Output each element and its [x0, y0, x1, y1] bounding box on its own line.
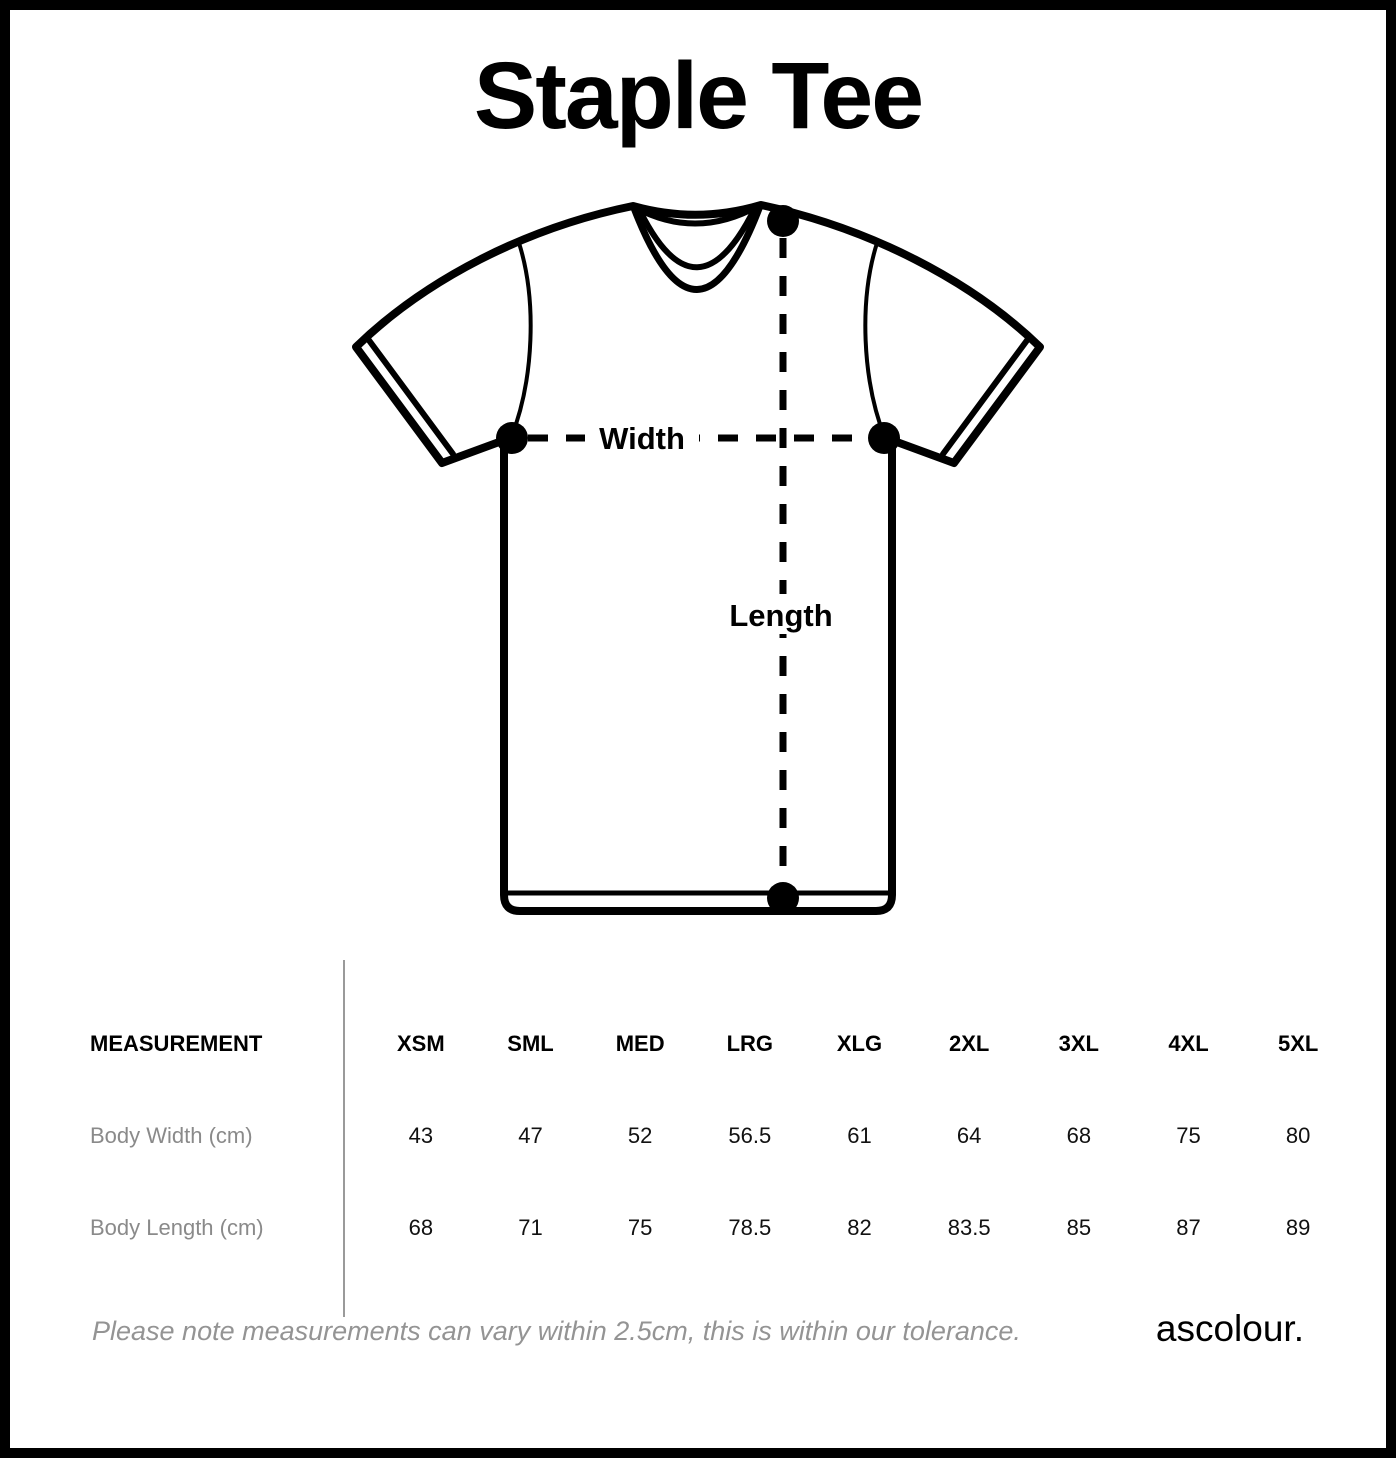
cell-body-length-lrg: 78.5	[728, 1215, 772, 1240]
col-header-sml: SML	[507, 1031, 554, 1056]
length-label: Length	[729, 598, 833, 633]
col-header-med: MED	[615, 1031, 665, 1056]
col-header-2xl: 2XL	[948, 1031, 990, 1056]
table-row-body-length	[90, 1213, 1353, 1243]
col-header-measurement: MEASUREMENT	[90, 1031, 263, 1056]
row-label-body-length: Body Length (cm)	[90, 1215, 264, 1240]
cell-body-width-xsm: 43	[408, 1123, 434, 1148]
table-row-body-width	[90, 1121, 1353, 1151]
cell-body-length-xlg: 82	[847, 1215, 872, 1240]
col-header-4xl: 4XL	[1168, 1031, 1209, 1056]
col-header-3xl: 3XL	[1058, 1031, 1099, 1056]
tolerance-note: Please note measurements can vary within 2.5cm, this is within our tolerance.	[92, 1316, 1021, 1346]
cell-body-length-4xl: 87	[1176, 1215, 1201, 1240]
cell-body-width-3xl: 68	[1066, 1123, 1092, 1148]
cell-body-width-med: 52	[627, 1123, 653, 1148]
cell-body-width-lrg: 56.5	[728, 1123, 772, 1148]
col-header-xlg: XLG	[836, 1031, 883, 1056]
row-label-body-width: Body Width (cm)	[90, 1123, 253, 1148]
cell-body-length-sml: 71	[518, 1215, 543, 1240]
cell-body-width-2xl: 64	[956, 1123, 982, 1148]
table-header-row	[90, 1029, 1353, 1059]
col-header-xsm: XSM	[396, 1031, 445, 1056]
brand-logo: ascolour.	[1155, 1308, 1304, 1349]
cell-body-length-3xl: 85	[1066, 1215, 1092, 1240]
cell-body-width-5xl: 80	[1285, 1123, 1311, 1148]
col-header-lrg: LRG	[726, 1031, 774, 1056]
page-title: Staple Tee	[473, 43, 923, 149]
width-label: Width	[599, 421, 685, 456]
cell-body-width-sml: 47	[518, 1123, 543, 1148]
cell-body-width-xlg: 61	[847, 1123, 872, 1148]
cell-body-length-med: 75	[627, 1215, 653, 1240]
cell-body-length-2xl: 83.5	[947, 1215, 991, 1240]
cell-body-length-xsm: 68	[408, 1215, 434, 1240]
cell-body-width-4xl: 75	[1176, 1123, 1201, 1148]
cell-body-length-5xl: 89	[1285, 1215, 1311, 1240]
col-header-5xl: 5XL	[1277, 1031, 1319, 1056]
